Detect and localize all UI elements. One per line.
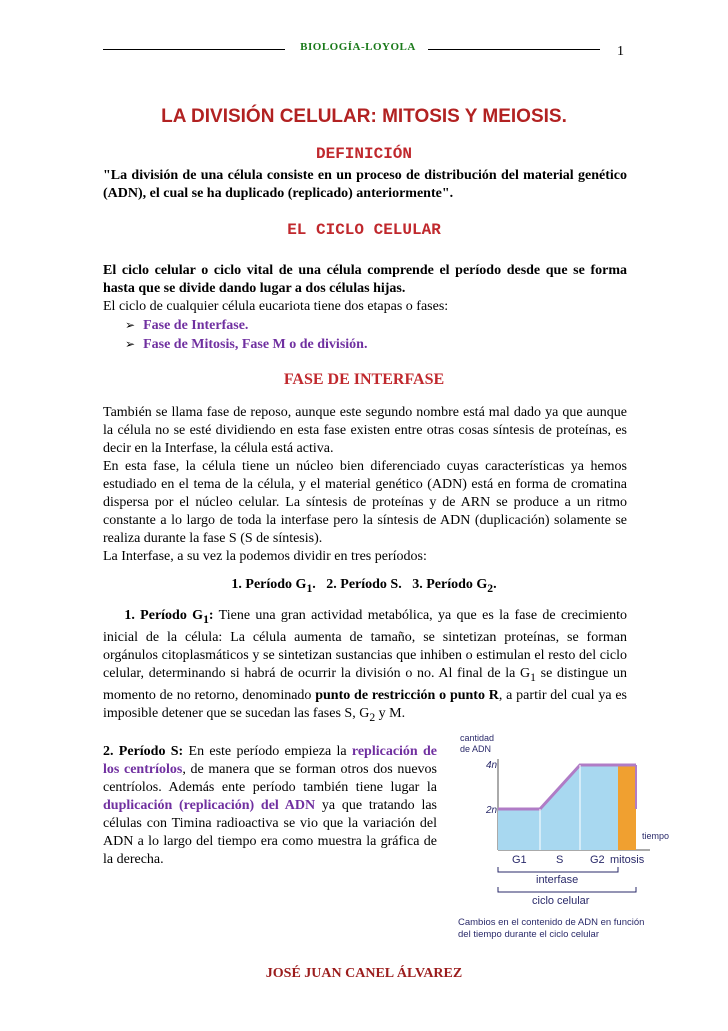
- arrow-bullet-icon: ➢: [125, 318, 136, 332]
- list-item: ➢ Fase de Interfase.: [125, 318, 249, 333]
- page-number: 1: [617, 44, 624, 59]
- section-title-ciclo: EL CICLO CELULAR: [287, 221, 441, 239]
- header-rule-left: [103, 49, 285, 50]
- interfase-label: interfase: [536, 874, 579, 886]
- y-axis-label-2: de ADN: [460, 744, 492, 754]
- phase-label-s: S: [556, 854, 564, 866]
- phase-list: [125, 316, 367, 354]
- dna-content-figure: [450, 729, 684, 951]
- interfase-bracket: [498, 867, 618, 872]
- tick-2n: 2n: [486, 805, 498, 816]
- phase-label-mitosis: mitosis: [610, 854, 645, 866]
- s-paragraph: 2. Período S: En este período empieza la replicación de los centríolos, de manera que se forman otros dos nuevos centríolos. Además ente período también tiene lugar la duplicación (replicación) del ADN ya que tratando las células con Timina radioactiva se vio que la variación del ADN a lo largo del tiempo era como muestra la gráfica de la derecha.: [103, 744, 438, 867]
- phase-label-g1: G1: [512, 854, 527, 866]
- section-title-interfase: FASE DE INTERFASE: [283, 371, 445, 388]
- x-axis-label: tiempo: [642, 831, 670, 841]
- list-item: ➢ Fase de Mitosis, Fase M o de división.: [125, 337, 368, 352]
- y-axis-label-1: cantidad: [460, 733, 495, 743]
- caption-line-2: del tiempo durante el ciclo celular: [458, 929, 599, 940]
- page-title: LA DIVISIÓN CELULAR: MITOSIS Y MEIOSIS.: [161, 106, 567, 127]
- interfase-p3: La Interfase, a su vez la podemos dividir en tres períodos:: [103, 549, 427, 564]
- s-highlight-centriolos: replicación de los centríolos: [103, 744, 438, 777]
- definicion-text: "La división de una célula consiste en un proceso de distribución del material genético (ADN), el cual se ha duplicado (replicado) anteriormente".: [103, 168, 627, 201]
- s-label: 2. Período S:: [103, 744, 184, 759]
- mitosis-area: [618, 765, 636, 850]
- arrow-bullet-icon: ➢: [125, 337, 136, 351]
- interfase-p1: También se llama fase de reposo, aunque este segundo nombre está mal dado ya que aunque la célula no se esté dividiendo en esta fase existen entre otras cosas síntesis de proteínas, es decir en la Interfase, la célula está activa.: [103, 405, 627, 456]
- ciclo-intro-normal: El ciclo de cualquier célula eucariota tiene dos etapas o fases:: [103, 299, 449, 314]
- phase-label-g2: G2: [590, 854, 605, 866]
- interfase-text: [103, 404, 627, 566]
- ciclo-bracket: [498, 887, 636, 892]
- ciclo-intro-bold: El ciclo celular o ciclo vital de una célula comprende el período desde que se forma hasta que se divide dando lugar a dos células hijas.: [103, 263, 627, 296]
- header-rule-right: [428, 49, 600, 50]
- caption-line-1: Cambios en el contenido de ADN en función: [458, 917, 645, 928]
- periods-summary: 1. Período $G_1$. 2. Período S. 3. Período $G_2$.: [231, 577, 497, 595]
- header-title: BIOLOGÍA-LOYOLA: [300, 41, 416, 53]
- ciclo-intro: [103, 262, 627, 316]
- tick-4n: 4n: [486, 760, 498, 771]
- footer-author: JOSÉ JUAN CANEL ÁLVAREZ: [265, 966, 463, 981]
- interfase-p2: En esta fase, la célula tiene un núcleo bien diferenciado cuyas características ya hemos estudiado en el tema de la célula, y el material genético (ADN) está en forma de cromatina dispersa por el núcleo celular. La síntesis de proteínas y de ARN se produce a un ritmo constante a lo largo de toda la interfase pero la síntesis de ADN (duplicación) solamente se realiza durante la fase S (S de síntesis).: [103, 459, 627, 546]
- g1-paragraph: 1. Período $G_1$: Tiene una gran actividad metabólica, ya que es la fase de crecimiento inicial de la célula: La célula aumenta de tamaño, se sintetizan proteínas, se forman orgánulos citoplasmáticos y se sintetizan sustancias que inhiben o estimulan el resto del ciclo celular, determinando si habrá de ocurrir la división o no. Al final de la $G_1$ se distingue un momento de no retorno, denominado punto de restricción o punto R, a partir del cual ya es imposible detener que se sucedan las fases S, $G_2$ y M.: [103, 608, 628, 724]
- section-title-definicion: DEFINICIÓN: [315, 145, 412, 163]
- g1-label: 1. Período $G_1$:: [124, 608, 214, 626]
- ciclo-label: ciclo celular: [532, 895, 590, 907]
- s-highlight-adn: duplicación (replicación) del ADN: [103, 798, 316, 813]
- punto-r: punto de restricción o punto R: [315, 687, 499, 703]
